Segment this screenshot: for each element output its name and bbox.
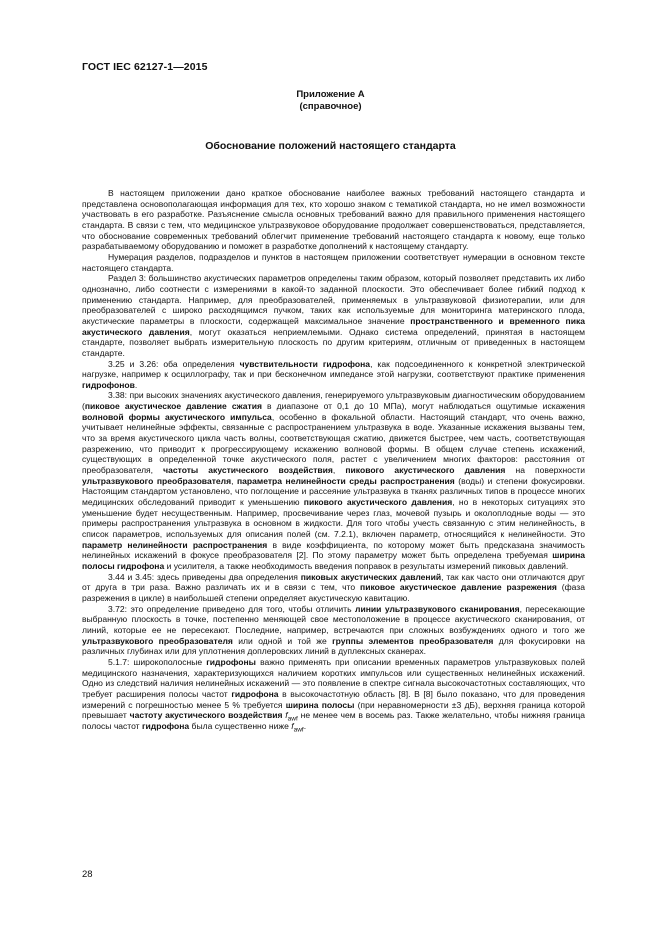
term-bold: линии ультразвукового сканирования: [355, 603, 520, 614]
text-run: 3.25 и 3.26: оба определения: [108, 358, 240, 369]
text-run: , могут оказаться неприемлемыми. Однако система определений, принятая в настоящем стандарте, позволяет выбрать измерительную плоскость по другим критериям, отличным от приведенных в настоящем стандарте.: [82, 326, 585, 358]
text-run: в диапазоне от 0,1 до 10 МПа), могут наблюдаться ощутимые искажения: [261, 401, 585, 412]
body-paragraph: [82, 188, 585, 252]
term-bold: параметра нелинейности среды распространения: [236, 475, 455, 486]
symbol-subscript: awf: [287, 715, 298, 723]
term-bold: пространственного и временного пика акустического давления: [82, 315, 585, 337]
text-run: (фаза разрежения в цикле) в наибольшей степени определяет акустическую кавитацию.: [82, 582, 585, 603]
text-run: в высокочастотную область [8]. В [8] было показано, что для проведения измерений с погрешностью менее 5 % требуется: [82, 688, 585, 710]
text-run: 3.72: это определение приведено для того, чтобы отличить: [108, 603, 356, 614]
body-paragraph: [82, 604, 585, 657]
text-run: , но в некоторых ситуациях это уменьшение будет несущественным. Например, просвечивание через глаз, мочевой пузырь и околоплодные воды — это примеры распространения ультразвука в основном в жидкости. Для того чтобы учесть связанную с этим нелинейность, в список параметров, используемых для описания полей (см. 7.2.1), включен параметр, относящийся к нелинейности. Это: [82, 497, 585, 539]
term-bold: гидрофоны: [206, 656, 256, 667]
symbol-subscript: awf: [293, 726, 304, 734]
term-bold: пиковое акустическое давление разрежения: [360, 582, 557, 593]
text-run: в виде коэффициента, по которому может быть предсказана значимость нелинейных искажений в фокусе преобразователя [2]. По этому параметру может быть определена требуемая: [82, 539, 585, 561]
term-bold: частоты акустического воздействия: [163, 465, 333, 476]
text-run: важно применять при описании временных параметров ультразвуковых полей медицинского назначения, характеризующихся наличием коротких импульсов или существенных нелинейных искажений. Одно из следствий наличия нелинейных искажений — это появление в спектре сигнала высокочастотных составляющих, что требует расширения полосы частот: [82, 656, 585, 699]
term-bold: гидрофона: [141, 720, 190, 731]
symbol-italic: f: [291, 720, 294, 731]
term-bold: волновой формы акустического импульса: [82, 411, 272, 422]
body-paragraph: [82, 273, 585, 358]
annex-title: Приложение А: [296, 89, 365, 100]
annex-title-block: [0, 89, 661, 113]
term-bold: гидрофонов: [82, 379, 135, 390]
text-run: .: [303, 720, 307, 731]
body-text: [82, 188, 586, 734]
text-run: Раздел 3: большинство акустических параметров определены таким образом, который позволяет представить их либо однозначно, либо соотнести с измерениями в какой-то заданной плоскости. Это обеспечивает более гибкий подход к применению стандарта. Например, для преобразователей, применяемых в ультразвуковой физиотерапии, или для преобразователей с широко расходящимся пучком, таких как используемые для мониторинга материнского плода, акустические параметры в плоскости, содержащей максимальное значение: [82, 273, 585, 326]
term-bold: ширина полосы: [285, 699, 355, 710]
annex-subtitle: (справочное): [299, 101, 362, 112]
text-run: была существенно ниже: [189, 720, 292, 731]
term-bold: пикового акустического давления: [303, 497, 453, 508]
text-run: 3.44 и 3.45: здесь приведены два определения: [108, 571, 301, 582]
body-paragraph: [82, 572, 585, 604]
term-bold: пиковых акустических давлений: [300, 571, 442, 582]
text-run: Нумерация разделов, подразделов и пунктов в настоящем приложении соответствует нумерации в основном тексте настоящего стандарта.: [82, 251, 585, 273]
body-paragraph: [82, 359, 585, 391]
term-bold: параметр нелинейности распространения: [82, 539, 268, 550]
term-bold: ультразвукового преобразователя: [82, 475, 232, 486]
text-run: для фокусировки на различных глубинах или для уплотнения доплеровских линий в дуплексных сканерах.: [82, 635, 585, 657]
term-bold: ширина полосы гидрофона: [82, 550, 585, 571]
term-bold: пиковое акустическое давление сжатия: [84, 401, 262, 412]
symbol-italic: f: [285, 710, 288, 721]
term-bold: ультразвукового преобразователя: [82, 635, 233, 646]
text-run: на поверхности: [505, 465, 585, 476]
text-run: , особенно в фокальной области. Настоящий стандарт, что очень важно, учитывает нелинейные эффекты, связанные с распространением ультразвука в воде. Указанные искажения вызваны тем, что за время акустического цикла часть волны, соответствующая сжатию, движется быстрее, чем часть, соответствующая разрежению, что приводит к прогрессирующему искажению волновой формы. В общем случае степень искажений, существующих в определенной точке акустического поля, растет с увеличением многих факторов: расстояния от преобразователя,: [82, 411, 585, 476]
text-run: ,: [332, 465, 346, 476]
standard-header: ГОСТ IEC 62127-1—2015: [82, 61, 208, 73]
text-run: 5.1.7: широкополосные: [108, 656, 207, 667]
text-run: , так как часто они отличаются друг от друга в три раза. Важно различать их и в связи с тем, что: [82, 571, 586, 593]
text-run: и усилителя, а также необходимость введения поправок в результаты измерений пиковых давлений.: [164, 560, 569, 571]
text-run: , пересекающие выбранную плоскость в точке, постепенно меняющей свое местоположение в процессе акустического сканирования, от линий, которые ее не пересекают. Последние, например, встречаются при сложных возбуждениях одного и того же: [82, 603, 585, 635]
text-run: 3.38: при высоких значениях акустического давления, генерируемого ультразвуковым диагностическим оборудованием (: [82, 390, 585, 412]
text-run: В настоящем приложении дано краткое обоснование наиболее важных требований настоящего стандарта и представлена основополагающая информация для тех, кто хорошо знаком с тематикой стандарта, но не имел возможности участвовать в его разработке. Разъяснение смысла основных требований важно для правильного применения настоящего стандарта. В связи с тем, что медицинское ультразвуковое оборудование продолжает совершенствоваться, представляется, что обоснование современных требований облегчит применение требований настоящего стандарта к новому, еще только разрабатываемому оборудованию и поможет в разработке дополнений к настоящему стандарту.: [82, 188, 585, 252]
body-paragraph: [82, 390, 585, 571]
term-bold: частоту акустического воздействия: [129, 710, 283, 721]
text-run: или одной и той же: [232, 635, 333, 646]
page-number: 28: [82, 869, 93, 880]
text-run: , как подсоединенного к конкретной электрической нагрузке, например к осциллографу, так и при бесконечном импедансе этой нагрузки, соответствуют практике применения: [82, 358, 585, 380]
text-run: (воды) и степени фокусировки. Настоящим стандартом установлено, что поглощение и рассеяние ультразвука в тканях различных типов в процессе многих медицинских обследований приводит к уменьшению: [82, 475, 586, 508]
body-paragraph: [82, 252, 585, 273]
annex-heading: Обоснование положений настоящего стандарта: [205, 140, 456, 152]
term-bold: гидрофона: [231, 688, 279, 699]
text-run: ,: [231, 475, 237, 486]
body-paragraph: [82, 657, 585, 732]
text-run: .: [134, 379, 138, 390]
term-bold: группы элементов преобразователя: [332, 635, 494, 646]
term-bold: чувствительности гидрофона: [239, 358, 371, 369]
text-run: не менее чем в восемь раз. Также желательно, чтобы нижняя граница полосы частот: [82, 710, 586, 731]
term-bold: пикового акустического давления: [345, 465, 506, 476]
text-run: (при неравномерности ±3 дБ), верхняя граница которой превышает: [82, 699, 585, 721]
